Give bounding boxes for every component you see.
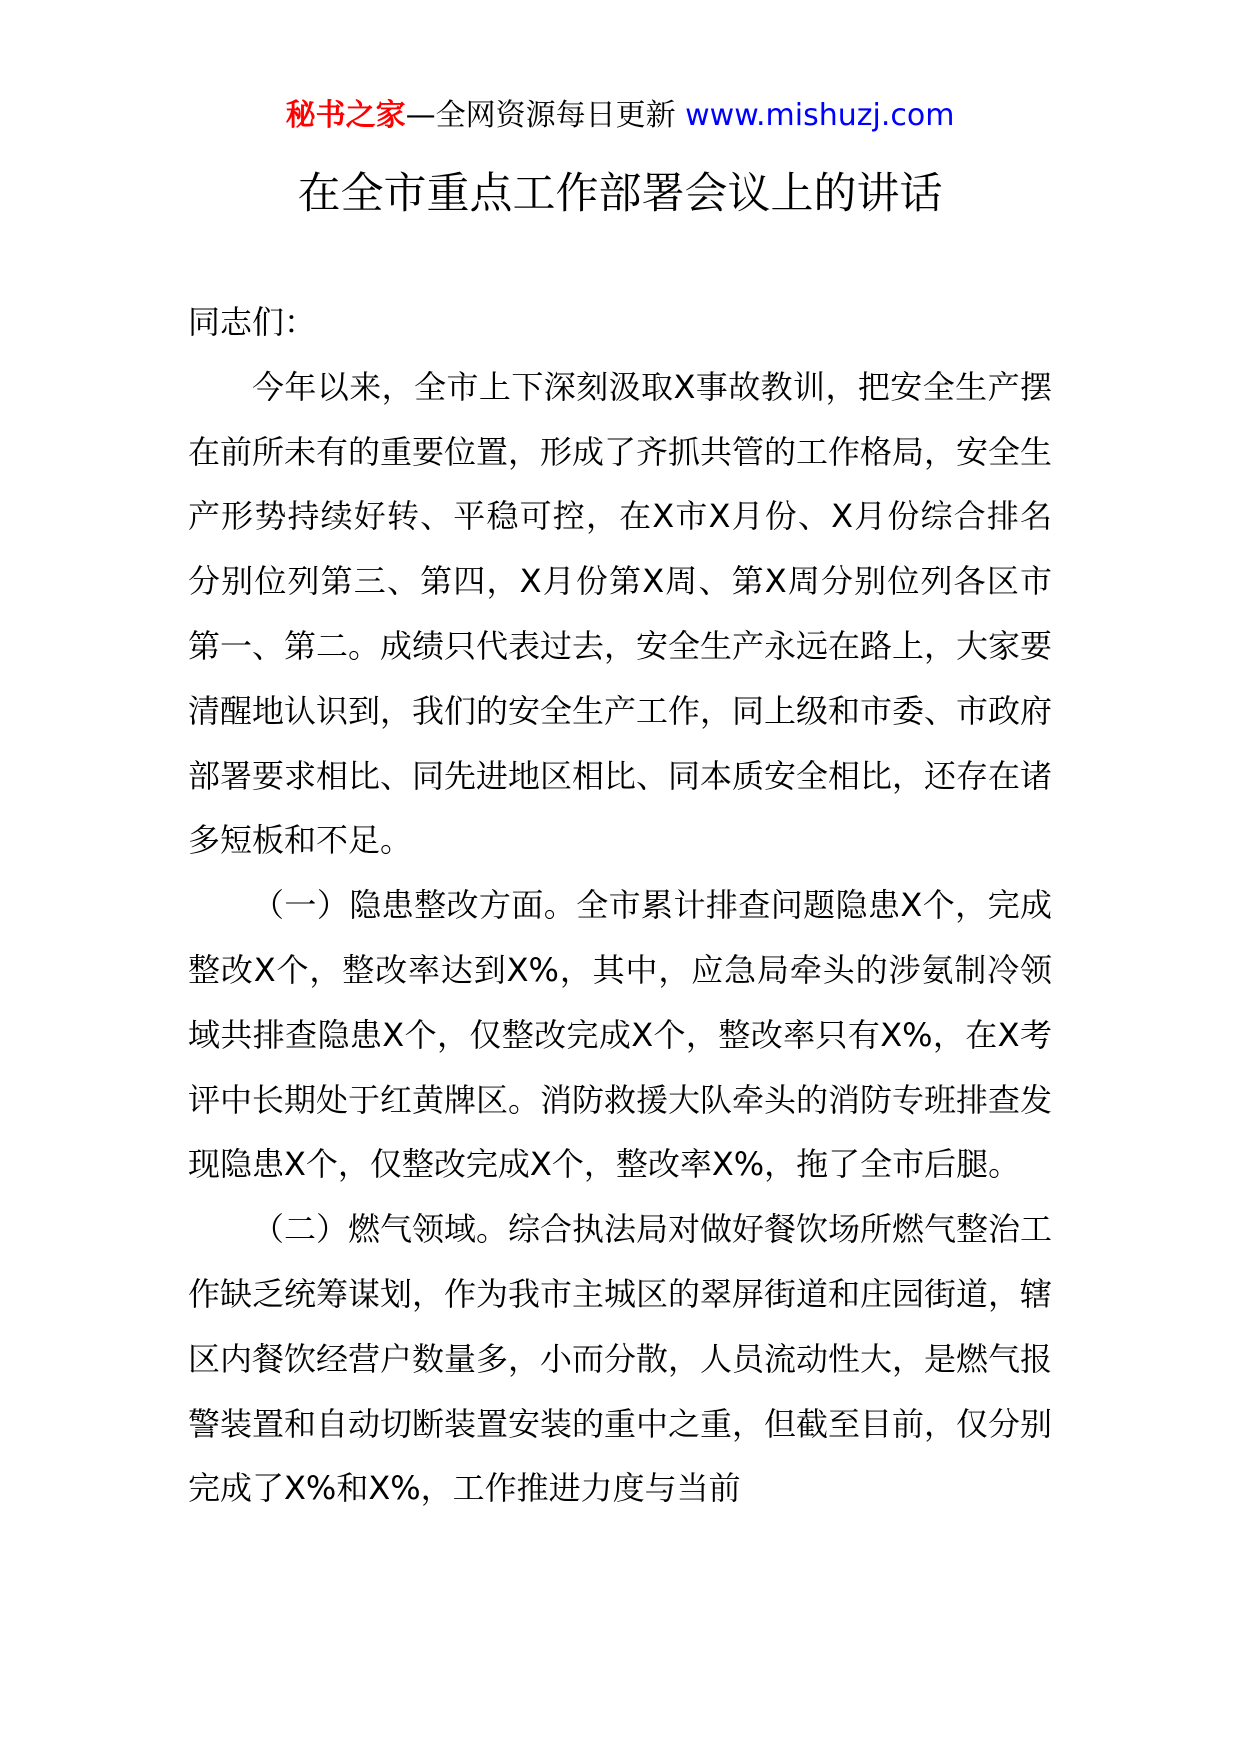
paragraph-gas-sector: （二）燃气领域。综合执法局对做好餐饮场所燃气整治工作缺乏统筹谋划，作为我市主城区的翠屏街道和庄园街道，辖区内餐饮经营户数量多，小而分散，人员流动性大，是燃气报警装置和自动切断装置安装的重中之重，但截至目前，仅分别完成了X%和X%，工作推进力度与当前 [188, 1210, 1053, 1508]
site-url-link[interactable]: www.mishuzj.com [685, 98, 955, 133]
site-brand: 秘书之家 [285, 98, 406, 133]
paragraph-hazard-rectification: （一）隐患整改方面。全市累计排查问题隐患X个，完成整改X个，整改率达到X%，其中，应急局牵头的涉氨制冷领域共排查隐患X个，仅整改完成X个，整改率只有X%，在X考评中长期处于红黄牌区。消防救援大队牵头的消防专班排查发现隐患X个，仅整改完成X个，整改率X%，拖了全市后腿。 [188, 886, 1053, 1184]
site-header [0, 96, 1240, 136]
site-tagline: —全网资源每日更新 [405, 98, 676, 133]
document-title: 在全市重点工作部署会议上的讲话 [297, 169, 943, 219]
salutation: 同志们： [188, 303, 317, 341]
paragraph-intro: 今年以来，全市上下深刻汲取X事故教训，把安全生产摆在前所未有的重要位置，形成了齐抓共管的工作格局，安全生产形势持续好转、平稳可控，在X市X月份、X月份综合排名分别位列第三、第四，X月份第X周、第X周分别位列各区市第一、第二。成绩只代表过去，安全生产永远在路上，大家要清醒地认识到，我们的安全生产工作，同上级和市委、市政府部署要求相比、同先进地区相比、同本质安全相比，还存在诸多短板和不足。 [188, 367, 1053, 860]
document-body [188, 290, 1052, 1521]
